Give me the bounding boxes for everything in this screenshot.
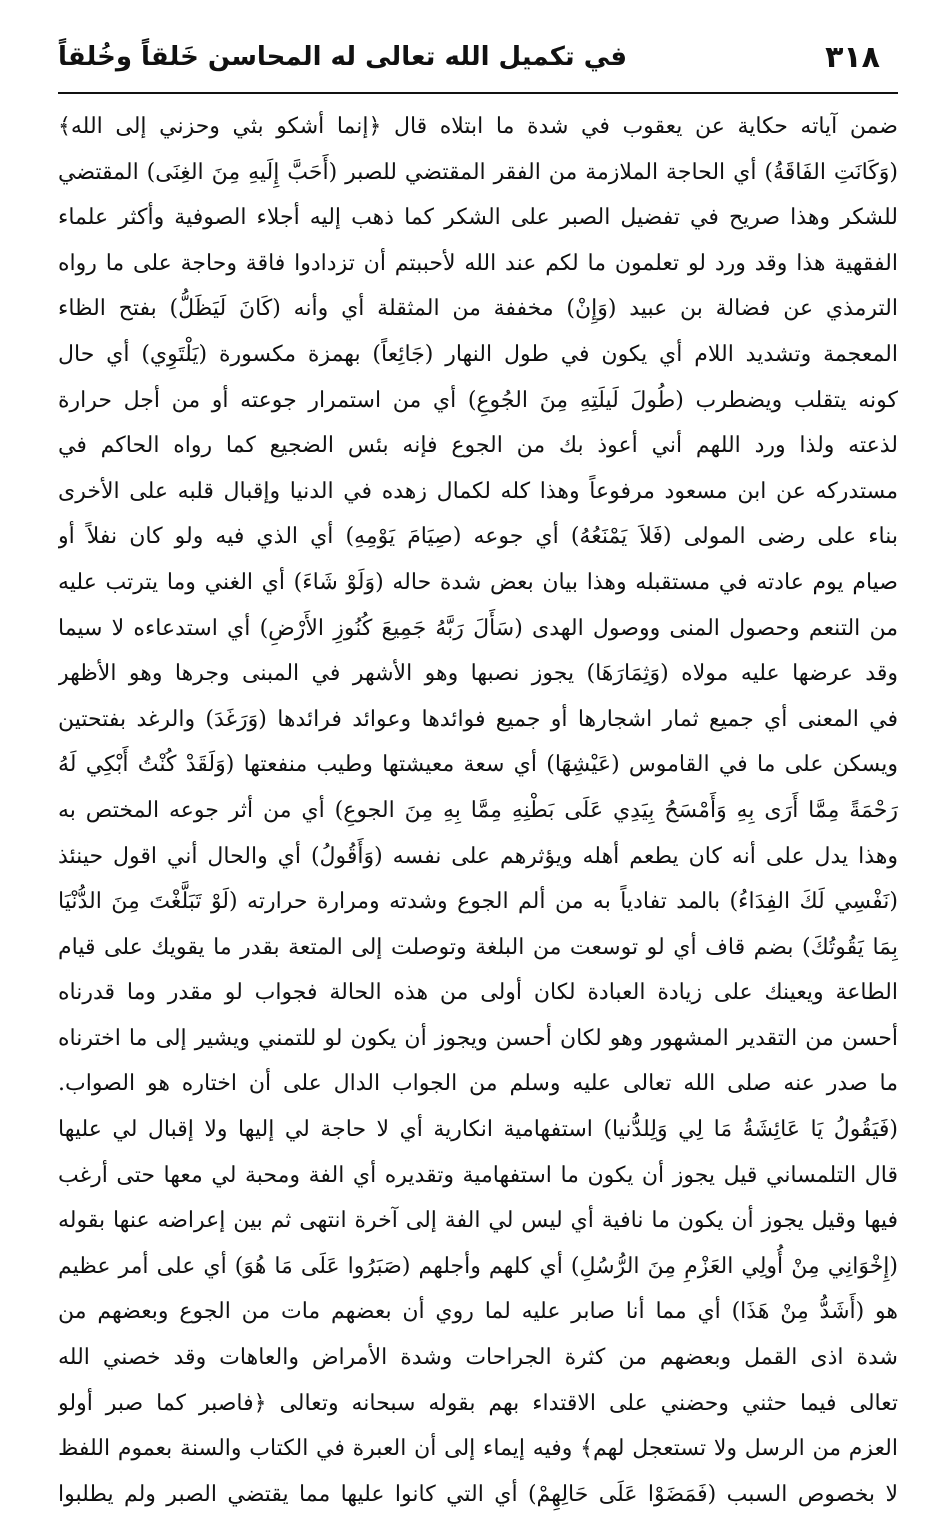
text-line: الفقهية هذا وقد ورد لو تعلمون ما لكم عند الله لأحببتم أن تزدادوا فاقة وحاجة على ما رواه: [58, 250, 898, 276]
running-title: في تكميل الله تعالى له المحاسن خَلقاً وخُلقاً: [58, 42, 628, 72]
page-header: [58, 30, 898, 84]
text-line: هو (أَشَدُّ مِنْ هَذَا) أي مما أنا صابر عليه لما روي أن بعضهم مات من الجوع وبعضهم من: [58, 1299, 898, 1325]
text-line: لذعته ولذا ورد اللهم أني أعوذ بك من الجوع فإنه بئس الضجيع كما رواه الحاكم في: [58, 433, 898, 459]
text-line: تعالى فيما حثني وحضني على الاقتداء بهم بقوله سبحانه وتعالى ﴿فاصبر كما صبر أولو: [58, 1390, 898, 1416]
text-line: أحسن من التقدير المشهور وهو لكان أحسن ويجوز أن يكون لو للتمني ويشير إلى ما اخترناه: [58, 1025, 898, 1051]
text-line: الترمذي عن فضالة بن عبيد (وَإِنْ) مخففة من المثقلة أي وأنه (كَانَ لَيَظَلُّ) بفتح الظاء: [58, 296, 898, 322]
body-text: [58, 104, 898, 1517]
page-number: ٣١٨: [825, 40, 880, 75]
text-line: للشكر وهذا صريح في تفضيل الصبر على الشكر كما ذهب إليه أجلاء الصوفية وأكثر علماء: [58, 205, 898, 231]
text-line: مستدركه عن ابن مسعود مرفوعاً وهذا كله لكمال زهده في الدنيا وإقبال قلبه على الأخرى: [58, 478, 898, 504]
text-line: وقد عرضها عليه مولاه (وَثِمَارَهَا) يجوز نصبها وهو الأشهر في المبنى وجرها وهو الأظهر: [58, 661, 898, 687]
text-line: (إِخْوَانِي مِنْ أُولِي العَزْمِ مِنَ الرُّسُلِ) أي كلهم وأجلهم (صَبَرُوا عَلَى مَا هُوَ) أي على أمر عظيم: [58, 1253, 898, 1279]
text-line: (نَفْسِي لَكَ الفِدَاءُ) بالمد تفادياً به من ألم الجوع وشدته ومرارة حرارته (لَوْ تَبَلَّغْتَ مِنَ الدُّنْيَا: [58, 889, 898, 915]
text-line: بِمَا يَقُوتُكَ) بضم قاف أي لو توسعت من البلغة وتوصلت إلى المتعة بقدر ما يقويك على قيام: [58, 934, 898, 960]
text-line: (وَكَانَتِ الفَاقَةُ) أي الحاجة الملازمة من الفقر المقتضي للصبر (أَحَبَّ إِلَيهِ مِنَ الغِنَى) المقتضي: [58, 159, 898, 185]
text-line: ما صدر عنه صلى الله تعالى عليه وسلم من الجواب الدال على أن اختاره هو الصواب.: [58, 1071, 898, 1097]
text-line: رَحْمَةً مِمَّا أَرَى بِهِ وَأَمْسَحُ بِيَدِي عَلَى بَطْنِهِ مِمَّا بِهِ مِنَ الجوعِ) أي من أثر جوعه المختص به: [58, 797, 898, 823]
text-line: بناء على رضى المولى (فَلاَ يَمْنَعُهُ) أي جوعه (صِيَامَ يَوْمِهِ) أي الذي فيه ولو كان نفلاً أو: [58, 524, 898, 550]
text-line: كونه يتقلب ويضطرب (طُولَ لَيلَتِهِ مِنَ الجُوعِ) أي من استمرار جوعته أو من أجل حرارة: [58, 387, 898, 413]
text-line: فيها وقيل يجوز أن يكون ما نافية أي ليس لي الفة إلى آخرة انتهى ثم بين إعراضه عنها بقوله: [58, 1208, 898, 1234]
text-line: شدة اذى القمل وبعضهم من كثرة الجراحات وشدة الأمراض والعاهات وقد خصني الله: [58, 1345, 898, 1371]
text-line: العزم من الرسل ولا تستعجل لهم﴾ وفيه إيماء إلى أن العبرة في الكتاب والسنة بعموم اللفظ: [58, 1436, 898, 1462]
header-rule: [58, 92, 898, 94]
text-line: قال التلمساني قيل يجوز أن يكون ما استفهامية وتقديره أي الفة ومحبة لي معها حتى أرغب: [58, 1162, 898, 1188]
text-line: ويسكن على ما في القاموس (عَيْشِهَا) أي سعة معيشتها وطيب منفعتها (وَلَقَدْ كُنْتُ أَبْكِي لَهُ: [58, 752, 898, 778]
text-line: (فَيَقُولُ يَا عَائِشَةُ مَا لِي وَلِلدُّنيا) استفهامية انكارية أي لا حاجة لي إليها ولا إقبال لي عليها: [58, 1117, 898, 1143]
book-page: [58, 30, 898, 1507]
text-line: من التنعم وحصول المنى ووصول الهدى (سَأَلَ رَبَّهُ جَمِيعَ كُنُوزِ الأَرْضِ) أي استدعاءه لا سيما: [58, 615, 898, 641]
text-line: الطاعة ويعينك على زيادة العبادة لكان أولى من هذه الحالة فجواب لو مقدر وما قدرناه: [58, 980, 898, 1006]
text-line: في المعنى أي جميع ثمار اشجارها أو جميع فوائدها وعوائد فرائدها (وَرَغَدَ) والرغد بفتحتين: [58, 706, 898, 732]
text-line: صيام يوم عادته في مستقبله وهذا بيان بعض شدة حاله (وَلَوْ شَاءَ) أي الغني وما يترتب عليه: [58, 569, 898, 595]
text-line: وهذا يدل على أنه كان يطعم أهله ويؤثرهم على نفسه (وَأَقُولُ) أي والحال أني اقول حينئذ: [58, 843, 898, 869]
text-line: ضمن آياته حكاية عن يعقوب في شدة ما ابتلاه قال ﴿إنما أشكو بثي وحزني إلى الله﴾: [58, 114, 898, 139]
text-line: لا بخصوص السبب (فَمَضَوْا عَلَى حَالِهِمْ) أي التي كانوا عليها مما يقتضي الصبر ولم يطلبوا: [58, 1481, 898, 1507]
text-line: المعجمة وتشديد اللام أي يكون في طول النهار (جَائِعاً) بهمزة مكسورة (يَلْتَوِي) أي حال: [58, 341, 898, 367]
